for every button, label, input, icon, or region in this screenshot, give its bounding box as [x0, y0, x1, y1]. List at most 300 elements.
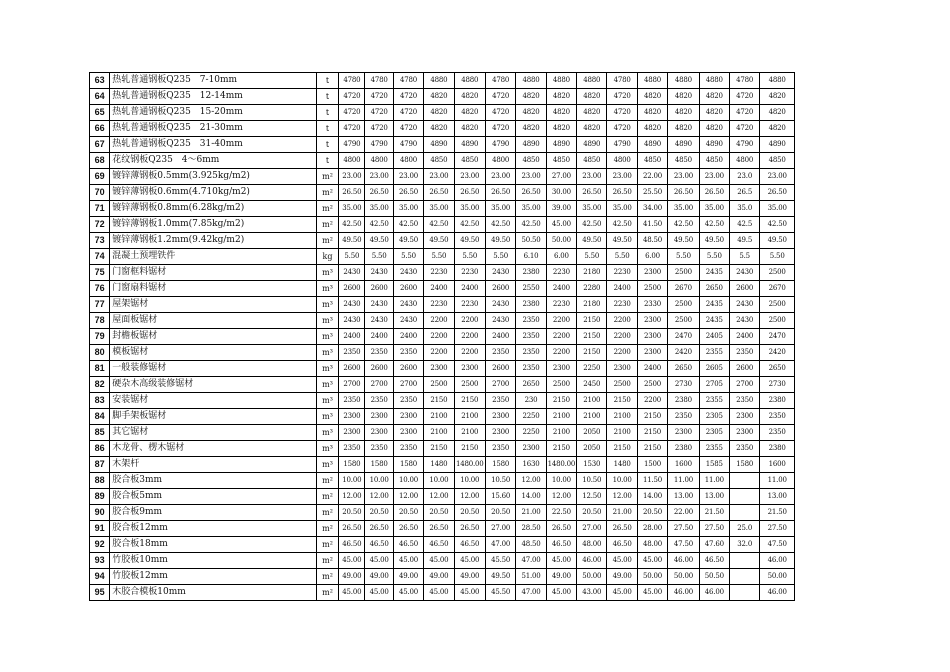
- price-cell: 22.00: [668, 505, 699, 521]
- price-cell: 2350: [339, 393, 365, 409]
- price-cell: 1580: [339, 457, 365, 473]
- price-cell: 46.00: [760, 585, 795, 601]
- price-cell: 20.50: [485, 505, 515, 521]
- row-number: 82: [90, 377, 110, 393]
- price-cell: 4800: [339, 153, 365, 169]
- price-cell: 2300: [730, 425, 760, 441]
- price-cell: 1480: [424, 457, 454, 473]
- price-cell: 2200: [424, 345, 454, 361]
- price-cell: 2430: [730, 297, 760, 313]
- row-number: 89: [90, 489, 110, 505]
- price-cell: 2400: [454, 281, 485, 297]
- price-cell: 49.00: [393, 569, 423, 585]
- row-number: 66: [90, 121, 110, 137]
- price-cell: 4790: [393, 137, 423, 153]
- price-cell: 42.50: [760, 217, 795, 233]
- price-cell: 2280: [577, 281, 607, 297]
- price-cell: 42.50: [485, 217, 515, 233]
- price-cell: 4850: [668, 153, 699, 169]
- row-number: 85: [90, 425, 110, 441]
- material-name: 屋面板锯材: [110, 313, 317, 329]
- table-row: [90, 569, 795, 585]
- price-cell: 2400: [730, 329, 760, 345]
- unit-cell: m³: [316, 393, 338, 409]
- price-cell: 1500: [637, 457, 667, 473]
- price-cell: 4800: [393, 153, 423, 169]
- unit-cell: kg: [316, 249, 338, 265]
- price-cell: 4820: [760, 89, 795, 105]
- price-cell: 5.5: [730, 249, 760, 265]
- material-name: 混凝土预埋铁件: [110, 249, 317, 265]
- price-cell: 12.00: [365, 489, 393, 505]
- price-cell: 2100: [546, 425, 576, 441]
- price-cell: 2100: [424, 425, 454, 441]
- price-cell: 12.00: [607, 489, 637, 505]
- price-cell: 4780: [393, 73, 423, 89]
- price-cell: 46.50: [454, 537, 485, 553]
- price-cell: 2355: [699, 345, 729, 361]
- unit-cell: m³: [316, 329, 338, 345]
- material-name: 其它锯材: [110, 425, 317, 441]
- price-cell: 2200: [454, 313, 485, 329]
- table-row: [90, 185, 795, 201]
- price-cell: 4880: [637, 73, 667, 89]
- price-cell: 48.00: [577, 537, 607, 553]
- price-cell: 5.50: [454, 249, 485, 265]
- price-cell: 2200: [424, 329, 454, 345]
- price-cell: 2300: [668, 425, 699, 441]
- price-cell: 4820: [424, 105, 454, 121]
- price-cell: 4720: [393, 89, 423, 105]
- price-cell: 4820: [668, 121, 699, 137]
- table-row: [90, 473, 795, 489]
- price-cell: 26.50: [546, 521, 576, 537]
- price-cell: 45.50: [485, 553, 515, 569]
- price-cell: 35.00: [393, 201, 423, 217]
- price-cell: 45.00: [546, 553, 576, 569]
- price-cell: 49.50: [760, 233, 795, 249]
- table-row: [90, 89, 795, 105]
- price-cell: 2300: [365, 425, 393, 441]
- price-cell: 12.50: [577, 489, 607, 505]
- price-cell: 4850: [760, 153, 795, 169]
- price-cell: 2470: [668, 329, 699, 345]
- price-cell: 2300: [637, 329, 667, 345]
- price-cell: 2350: [365, 345, 393, 361]
- price-cell: 2300: [393, 425, 423, 441]
- price-cell: 23.00: [577, 169, 607, 185]
- price-cell: 49.50: [424, 233, 454, 249]
- price-cell: 45.00: [546, 585, 576, 601]
- price-cell: 14.00: [637, 489, 667, 505]
- material-name: 安装锯材: [110, 393, 317, 409]
- price-cell: 20.50: [637, 505, 667, 521]
- price-cell: 50.50: [516, 233, 546, 249]
- price-cell: 35.00: [699, 201, 729, 217]
- price-cell: 4850: [577, 153, 607, 169]
- price-cell: 2150: [424, 441, 454, 457]
- price-cell: 51.00: [516, 569, 546, 585]
- price-cell: 2250: [577, 361, 607, 377]
- price-cell: 2200: [424, 313, 454, 329]
- price-cell: 2430: [485, 265, 515, 281]
- price-cell: 11.50: [637, 473, 667, 489]
- price-cell: 4890: [760, 137, 795, 153]
- price-cell: 2350: [365, 441, 393, 457]
- price-cell: [730, 569, 760, 585]
- price-cell: 10.00: [454, 473, 485, 489]
- price-cell: 2600: [730, 361, 760, 377]
- price-cell: 21.00: [516, 505, 546, 521]
- price-cell: 25.50: [637, 185, 667, 201]
- unit-cell: m²: [316, 489, 338, 505]
- price-cell: 11.00: [760, 473, 795, 489]
- price-cell: 2150: [637, 425, 667, 441]
- row-number: 90: [90, 505, 110, 521]
- price-cell: 4880: [699, 73, 729, 89]
- price-cell: 4720: [607, 89, 637, 105]
- price-cell: 46.00: [760, 553, 795, 569]
- row-number: 87: [90, 457, 110, 473]
- price-cell: 2150: [607, 393, 637, 409]
- price-cell: 46.00: [668, 585, 699, 601]
- price-cell: 50.00: [668, 569, 699, 585]
- price-cell: 6.10: [516, 249, 546, 265]
- price-cell: 35.0: [730, 201, 760, 217]
- price-cell: 2330: [637, 297, 667, 313]
- price-cell: 10.50: [485, 473, 515, 489]
- price-cell: 2230: [424, 297, 454, 313]
- price-cell: 2150: [546, 441, 576, 457]
- price-cell: 45.00: [607, 585, 637, 601]
- price-cell: 49.50: [365, 233, 393, 249]
- price-cell: 27.50: [668, 521, 699, 537]
- price-cell: 4820: [760, 105, 795, 121]
- price-cell: 4820: [454, 89, 485, 105]
- material-name: 竹胶板12mm: [110, 569, 317, 585]
- price-cell: 2450: [577, 377, 607, 393]
- price-cell: 2200: [607, 329, 637, 345]
- table-row: [90, 249, 795, 265]
- material-name: 镀锌薄钢板0.8mm(6.28kg/m2): [110, 201, 317, 217]
- price-cell: 2430: [393, 313, 423, 329]
- price-cell: 2350: [516, 313, 546, 329]
- material-name: 镀锌薄钢板1.0mm(7.85kg/m2): [110, 217, 317, 233]
- price-cell: 50.00: [760, 569, 795, 585]
- price-cell: 23.00: [699, 169, 729, 185]
- price-cell: 1580: [365, 457, 393, 473]
- unit-cell: m²: [316, 473, 338, 489]
- price-cell: 49.50: [485, 233, 515, 249]
- price-cell: 43.00: [577, 585, 607, 601]
- price-cell: 4820: [699, 105, 729, 121]
- row-number: 64: [90, 89, 110, 105]
- price-cell: 2500: [760, 265, 795, 281]
- price-cell: 46.50: [393, 537, 423, 553]
- price-cell: 4820: [668, 89, 699, 105]
- price-cell: 23.00: [607, 169, 637, 185]
- price-cell: 5.50: [424, 249, 454, 265]
- row-number: 92: [90, 537, 110, 553]
- price-cell: 4720: [607, 121, 637, 137]
- price-cell: 2350: [393, 441, 423, 457]
- price-cell: 4880: [760, 73, 795, 89]
- price-cell: 2500: [546, 377, 576, 393]
- price-cell: 2600: [485, 361, 515, 377]
- price-cell: 2300: [730, 409, 760, 425]
- price-cell: 4720: [339, 105, 365, 121]
- material-name: 硬杂木高级装修锯材: [110, 377, 317, 393]
- unit-cell: m²: [316, 521, 338, 537]
- price-cell: 4720: [730, 121, 760, 137]
- price-cell: 2650: [699, 281, 729, 297]
- price-cell: 2435: [699, 265, 729, 281]
- price-cell: 4850: [637, 153, 667, 169]
- table-row: [90, 73, 795, 89]
- price-cell: 2600: [393, 361, 423, 377]
- price-cell: 48.50: [637, 233, 667, 249]
- price-cell: 2350: [760, 425, 795, 441]
- price-cell: 4780: [485, 73, 515, 89]
- unit-cell: m³: [316, 265, 338, 281]
- material-name: 热轧普通钢板Q235 21-30mm: [110, 121, 317, 137]
- price-cell: 22.00: [637, 169, 667, 185]
- price-cell: 27.00: [577, 521, 607, 537]
- price-cell: 28.50: [516, 521, 546, 537]
- price-cell: 2700: [339, 377, 365, 393]
- material-name: 镀锌薄钢板1.2mm(9.42kg/m2): [110, 233, 317, 249]
- price-cell: 4850: [546, 153, 576, 169]
- price-cell: 2230: [454, 265, 485, 281]
- price-cell: 45.00: [637, 553, 667, 569]
- price-cell: 2500: [607, 377, 637, 393]
- price-cell: [730, 473, 760, 489]
- table-row: [90, 217, 795, 233]
- price-cell: 2150: [577, 345, 607, 361]
- row-number: 83: [90, 393, 110, 409]
- table-row: [90, 393, 795, 409]
- table-row: [90, 537, 795, 553]
- price-cell: 35.00: [454, 201, 485, 217]
- table-row: [90, 585, 795, 601]
- price-cell: 49.00: [424, 569, 454, 585]
- price-cell: 2350: [339, 441, 365, 457]
- price-cell: 2300: [393, 409, 423, 425]
- price-cell: 50.00: [546, 233, 576, 249]
- price-cell: 28.00: [637, 521, 667, 537]
- price-cell: 1585: [699, 457, 729, 473]
- price-cell: 6.00: [637, 249, 667, 265]
- table-row: [90, 297, 795, 313]
- price-cell: 2430: [365, 265, 393, 281]
- price-cell: 2350: [760, 409, 795, 425]
- price-cell: 42.50: [577, 217, 607, 233]
- price-cell: 2430: [393, 265, 423, 281]
- price-cell: 45.00: [393, 553, 423, 569]
- unit-cell: m³: [316, 409, 338, 425]
- price-cell: 26.50: [424, 521, 454, 537]
- price-cell: 2100: [454, 425, 485, 441]
- price-cell: 14.00: [516, 489, 546, 505]
- price-cell: 4780: [339, 73, 365, 89]
- price-cell: 21.00: [607, 505, 637, 521]
- price-cell: 2650: [760, 361, 795, 377]
- price-cell: 2500: [760, 313, 795, 329]
- table-row: [90, 281, 795, 297]
- price-cell: 26.50: [760, 185, 795, 201]
- price-cell: 2670: [668, 281, 699, 297]
- price-cell: 1580: [393, 457, 423, 473]
- price-cell: 2600: [365, 361, 393, 377]
- price-cell: 2500: [668, 265, 699, 281]
- price-cell: 2150: [546, 393, 576, 409]
- material-name: 门窗框料锯材: [110, 265, 317, 281]
- price-cell: [730, 553, 760, 569]
- price-cell: 2430: [365, 297, 393, 313]
- price-cell: 2430: [365, 313, 393, 329]
- material-name: 镀锌薄钢板0.5mm(3.925kg/m2): [110, 169, 317, 185]
- price-cell: 2550: [516, 281, 546, 297]
- price-cell: 2300: [485, 409, 515, 425]
- price-cell: 46.50: [699, 553, 729, 569]
- price-cell: 2600: [485, 281, 515, 297]
- row-number: 93: [90, 553, 110, 569]
- price-cell: 50.00: [637, 569, 667, 585]
- price-cell: 26.50: [485, 185, 515, 201]
- price-cell: 4880: [424, 73, 454, 89]
- price-cell: 26.50: [607, 185, 637, 201]
- material-name: 热轧普通钢板Q235 7-10mm: [110, 73, 317, 89]
- price-cell: 1530: [577, 457, 607, 473]
- table-row: [90, 377, 795, 393]
- unit-cell: m²: [316, 233, 338, 249]
- row-number: 63: [90, 73, 110, 89]
- price-cell: 4720: [339, 121, 365, 137]
- unit-cell: m³: [316, 441, 338, 457]
- price-cell: 45.00: [365, 553, 393, 569]
- price-cell: 49.50: [393, 233, 423, 249]
- price-cell: 2250: [516, 409, 546, 425]
- price-cell: 47.50: [668, 537, 699, 553]
- row-number: 77: [90, 297, 110, 313]
- price-cell: 2350: [339, 345, 365, 361]
- price-cell: 4820: [454, 105, 485, 121]
- price-cell: 5.50: [668, 249, 699, 265]
- price-cell: 46.50: [339, 537, 365, 553]
- price-cell: 1630: [516, 457, 546, 473]
- price-cell: 4720: [393, 105, 423, 121]
- price-cell: 5.50: [393, 249, 423, 265]
- price-cell: 2100: [424, 409, 454, 425]
- price-cell: 2300: [339, 409, 365, 425]
- price-cell: 42.50: [668, 217, 699, 233]
- price-cell: 2430: [485, 297, 515, 313]
- price-cell: 2100: [607, 409, 637, 425]
- row-number: 86: [90, 441, 110, 457]
- price-cell: 4790: [485, 137, 515, 153]
- price-cell: 1600: [668, 457, 699, 473]
- price-cell: 27.00: [485, 521, 515, 537]
- price-cell: 4800: [365, 153, 393, 169]
- unit-cell: m²: [316, 185, 338, 201]
- material-name: 木胶合模板10mm: [110, 585, 317, 601]
- price-cell: 32.0: [730, 537, 760, 553]
- price-cell: 5.50: [339, 249, 365, 265]
- price-cell: 4820: [637, 89, 667, 105]
- table-row: [90, 409, 795, 425]
- price-cell: 26.50: [424, 185, 454, 201]
- price-cell: 2150: [577, 329, 607, 345]
- price-cell: 23.00: [424, 169, 454, 185]
- unit-cell: m³: [316, 281, 338, 297]
- price-cell: 42.50: [607, 217, 637, 233]
- price-cell: 23.00: [454, 169, 485, 185]
- material-name: 一般装修锯材: [110, 361, 317, 377]
- price-cell: 4890: [699, 137, 729, 153]
- price-cell: 2150: [577, 313, 607, 329]
- table-row: [90, 361, 795, 377]
- price-cell: 10.00: [393, 473, 423, 489]
- material-name: 屋架锯材: [110, 297, 317, 313]
- unit-cell: t: [316, 73, 338, 89]
- price-cell: 23.00: [760, 169, 795, 185]
- price-cell: 4890: [577, 137, 607, 153]
- material-name: 胶合板18mm: [110, 537, 317, 553]
- price-cell: 26.50: [577, 185, 607, 201]
- row-number: 65: [90, 105, 110, 121]
- price-cell: 4720: [393, 121, 423, 137]
- table-row: [90, 457, 795, 473]
- material-name: 热轧普通钢板Q235 31-40mm: [110, 137, 317, 153]
- price-cell: 2380: [516, 297, 546, 313]
- price-cell: 49.00: [607, 569, 637, 585]
- unit-cell: t: [316, 137, 338, 153]
- price-cell: 2300: [637, 313, 667, 329]
- material-name: 门窗扇料锯材: [110, 281, 317, 297]
- price-cell: 2700: [485, 377, 515, 393]
- price-cell: 2500: [668, 313, 699, 329]
- price-cell: 2730: [760, 377, 795, 393]
- table-row: [90, 105, 795, 121]
- price-cell: 47.00: [516, 553, 546, 569]
- price-cell: 2650: [668, 361, 699, 377]
- price-cell: 2430: [730, 313, 760, 329]
- price-cell: 45.00: [607, 553, 637, 569]
- price-cell: 42.50: [365, 217, 393, 233]
- price-cell: 46.50: [424, 537, 454, 553]
- price-cell: 2435: [699, 313, 729, 329]
- price-cell: 2435: [699, 297, 729, 313]
- price-cell: 2500: [637, 281, 667, 297]
- unit-cell: t: [316, 153, 338, 169]
- price-cell: 4820: [516, 89, 546, 105]
- price-cell: 2100: [577, 409, 607, 425]
- price-cell: 4820: [699, 121, 729, 137]
- price-cell: 2355: [699, 393, 729, 409]
- price-cell: 46.00: [699, 585, 729, 601]
- price-cell: 26.50: [668, 185, 699, 201]
- price-cell: 2700: [365, 377, 393, 393]
- price-cell: 49.50: [339, 233, 365, 249]
- table-row: [90, 345, 795, 361]
- table-row: [90, 137, 795, 153]
- price-cell: 49.50: [485, 569, 515, 585]
- price-cell: 47.60: [699, 537, 729, 553]
- price-cell: 5.50: [607, 249, 637, 265]
- price-cell: 4780: [607, 73, 637, 89]
- price-cell: 45.00: [365, 585, 393, 601]
- table-row: [90, 153, 795, 169]
